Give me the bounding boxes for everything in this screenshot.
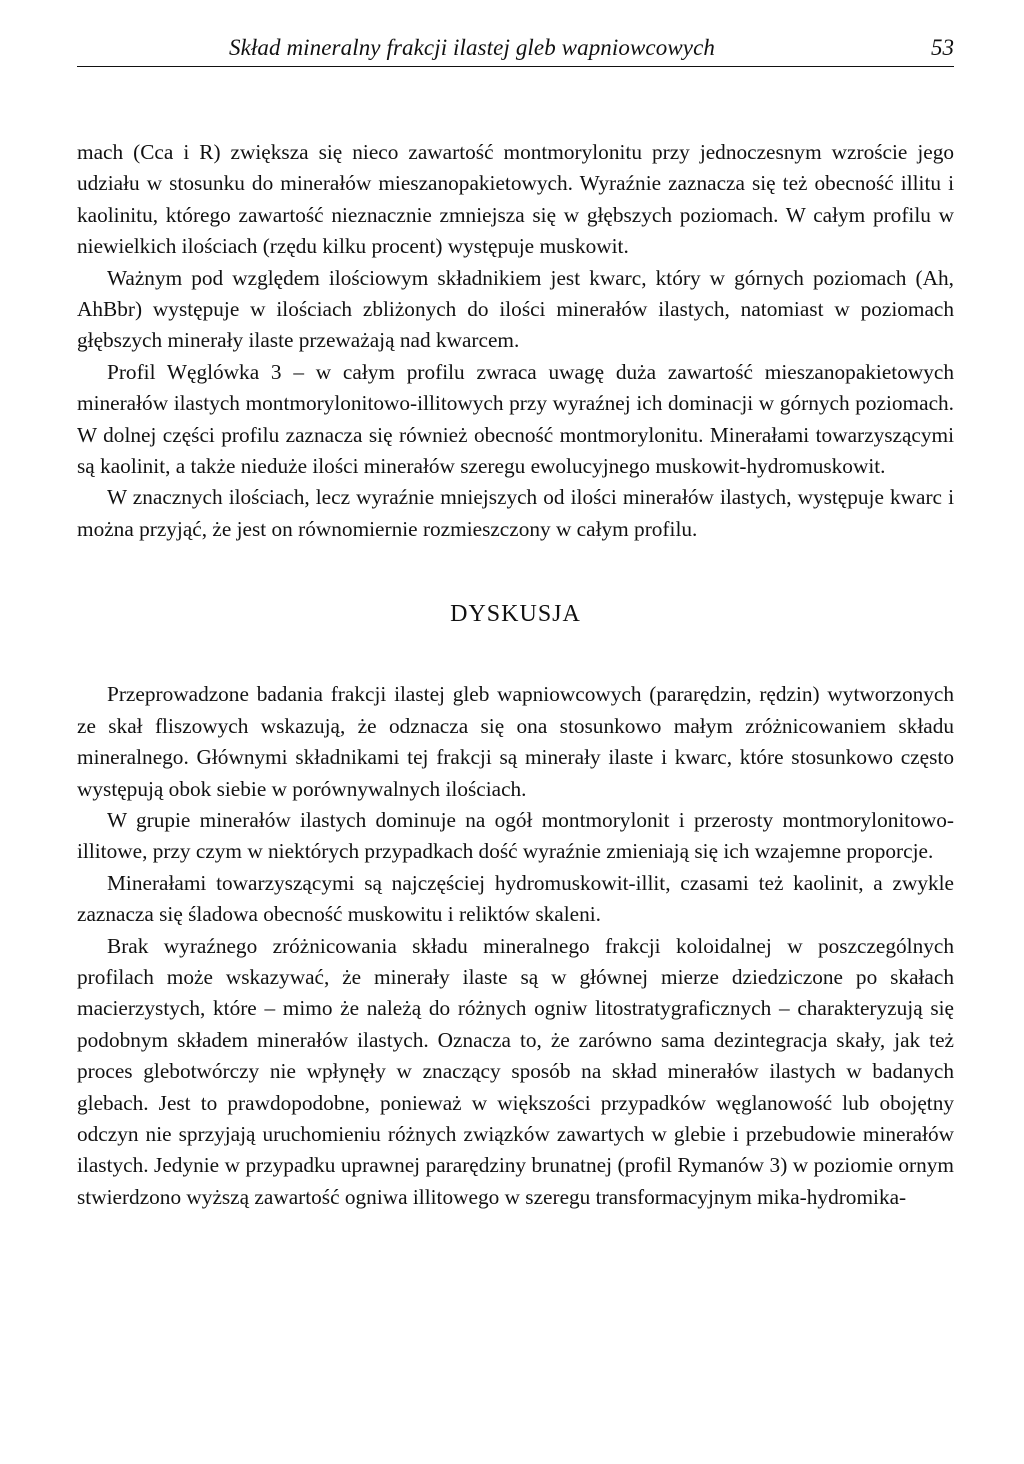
paragraph: Przeprowadzone badania frakcji ilastej gleb wapniowcowych (pararędzin, rędzin) wytworzonych ze skał fliszowych wskazują, że odznacza się ona stosunkowo małym zróżnicowaniem składu mineralnego. Głównymi składnikami tej frakcji są minerały ilaste i kwarc, które stosunkowo często występują obok siebie w porównywalnych ilościach. bbox=[77, 682, 954, 801]
paragraph: Brak wyraźnego zróżnicowania składu mineralnego frakcji koloidalnej w poszczególnych profilach może wskazywać, że minerały ilaste są w głównej mierze dziedziczone po skałach macierzystych, które – mimo że należą do różnych ogniw litostratygraficznych – charakteryzują się podobnym składem minerałów ilastych. Oznacza to, że zarówno sama dezintegracja skały, jak też proces glebotwórczy nie wpłynęły w znaczący sposób na skład minerałów ilastych w badanych glebach. Jest to prawdopodobne, ponieważ w większości przypadków węglanowość lub obojętny odczyn nie sprzyjają uruchomieniu różnych związków zawartych w glebie i przebudowie minerałów ilastych. Jedynie w przypadku uprawnej pararędziny brunatnej (profil Rymanów 3) w poziomie ornym stwierdzono wyższą zawartość ogniwa illitowego w szeregu transformacyjnym mika-hydromika- bbox=[77, 933, 954, 1209]
paragraph: Profil Węglówka 3 – w całym profilu zwraca uwagę duża zawartość mieszanopakietowych minerałów ilastych montmorylonitowo-illitowych przy wyraźnej ich dominacji w górnych poziomach. W dolnej części profilu zaznacza się również obecność montmorylonitu. Minerałami towarzyszącymi są kaolinit, a także nieduże ilości minerałów szeregu ewolucyjnego muskowit-hydromuskowit. bbox=[77, 359, 954, 479]
body-section-continued bbox=[77, 137, 954, 545]
page-number: 53 bbox=[931, 35, 954, 60]
paragraph: W znacznych ilościach, lecz wyraźnie mniejszych od ilości minerałów ilastych, występuje kwarc i można przyjąć, że jest on równomiernie rozmieszczony w całym profilu. bbox=[77, 485, 954, 541]
running-title: Skład mineralny frakcji ilastej gleb wapniowcowych bbox=[229, 35, 716, 60]
discussion-section bbox=[77, 679, 954, 1213]
section-heading-dyskusja: DYSKUSJA bbox=[450, 601, 581, 628]
paragraph: Minerałami towarzyszącymi są najczęściej hydromuskowit-illit, czasami też kaolinit, a zwykle zaznacza się śladowa obecność muskowitu i reliktów skaleni. bbox=[77, 870, 954, 927]
paragraph: mach (Cca i R) zwiększa się nieco zawartość montmorylonitu przy jednoczesnym wzroście jego udziału w stosunku do minerałów mieszanopakietowych. Wyraźnie zaznacza się też obecność illitu i kaolinitu, którego zawartość nieznacznie zmniejsza się w głębszych poziomach. W całym profilu w niewielkich ilościach (rzędu kilku procent) występuje muskowit. bbox=[77, 140, 954, 259]
running-header bbox=[77, 0, 954, 67]
paragraph: W grupie minerałów ilastych dominuje na ogół montmorylonit i przerosty montmorylonitowo-illitowe, przy czym w niektórych przypadkach dość wyraźnie zmieniają się ich wzajemne proporcje. bbox=[77, 807, 954, 864]
paragraph: Ważnym pod względem ilościowym składnikiem jest kwarc, który w górnych poziomach (Ah, AhBbr) występuje w ilościach zbliżonych do ilości minerałów ilastych, natomiast w poziomach głębszych minerały ilaste przeważają nad kwarcem. bbox=[77, 265, 954, 353]
